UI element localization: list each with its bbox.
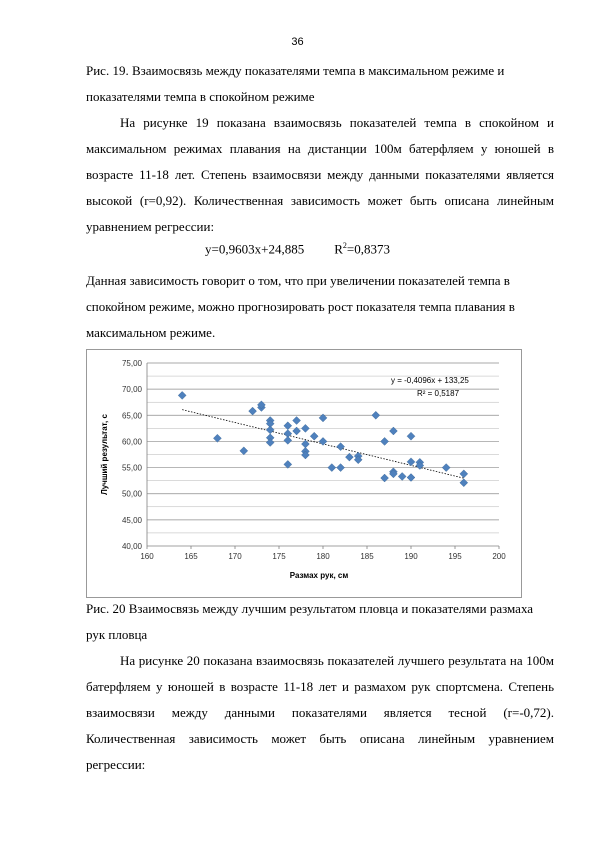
data-point — [266, 426, 274, 434]
data-point — [284, 436, 292, 444]
data-point — [442, 464, 450, 472]
data-point — [407, 458, 415, 466]
data-point — [337, 443, 345, 451]
y-tick-label: 40,00 — [121, 542, 142, 551]
data-point — [407, 474, 415, 482]
data-point — [301, 424, 309, 432]
formula-r2-letter: R — [334, 241, 343, 257]
x-tick-label: 180 — [316, 552, 330, 561]
data-point — [460, 479, 468, 487]
paragraph-figure-19: На рисунке 19 показана взаимосвязь показателей темпа в спокойном и максимальном режимах плавания на дистанции 100м батерфляем у юношей в возрасте 11-18 лет. Степень взаимосвязи между данными показателями является высокой (r=0,92). Количественная зависимость может быть описана линейным уравнением регрессии: — [86, 115, 554, 234]
regression-formula — [0, 236, 595, 259]
scatter-chart-frame — [86, 349, 522, 598]
x-tick-label: 185 — [360, 552, 374, 561]
data-point — [310, 432, 318, 440]
data-point — [460, 470, 468, 478]
data-point — [407, 432, 415, 440]
data-point — [240, 447, 248, 455]
x-axis-title: Размах рук, см — [289, 571, 349, 580]
data-point — [337, 464, 345, 472]
formula-equation: y=0,9603x+24,885 — [205, 241, 305, 257]
paragraph-conclusion: Данная зависимость говорит о том, что при увеличении показателей темпа в спокойном режиме, можно прогнозировать рост показателя темпа плавания в максимальном режиме. — [86, 273, 515, 340]
data-point — [398, 472, 406, 480]
y-axis-title: Лучший результат, с — [100, 414, 109, 495]
y-tick-label: 55,00 — [121, 463, 142, 473]
paragraph-figure-20: На рисунке 20 показана взаимосвязь показателей лучшего результата на 100м батерфляем у юношей в возрасте 11-18 лет и размахом рук спортсмена. Степень взаимосвязи между данными показателями является тесной (r=-0,72). Количественная зависимость может быть описана линейным уравнением регрессии: — [86, 653, 554, 772]
data-point — [249, 407, 257, 415]
trend-r2-label: R² = 0,5187 — [417, 389, 460, 398]
data-point — [328, 464, 336, 472]
data-point — [266, 438, 274, 446]
y-tick-label: 45,00 — [121, 515, 142, 525]
formula-r2-superscript: 2 — [342, 241, 347, 250]
y-tick-label: 65,00 — [121, 411, 142, 421]
x-tick-label: 165 — [184, 552, 198, 561]
x-tick-label: 200 — [492, 552, 506, 561]
y-tick-label: 50,00 — [121, 489, 142, 499]
scatter-chart — [87, 350, 521, 597]
y-tick-label: 75,00 — [121, 359, 142, 368]
x-tick-label: 170 — [228, 552, 242, 561]
points-layer — [178, 391, 468, 486]
figure-20-caption: Рис. 20 Взаимосвязь между лучшим результатом пловца и показателями размаха рук пловца — [86, 601, 534, 642]
x-tick-label: 195 — [448, 552, 462, 561]
page-number: 36 — [291, 36, 304, 48]
figure-19-caption: Рис. 19. Взаимосвязь между показателями темпа в максимальном режиме и показателями темпа в спокойном режиме — [86, 63, 505, 104]
y-tick-label: 70,00 — [121, 385, 142, 395]
x-tick-label: 175 — [272, 552, 286, 561]
formula-r2-value: =0,8373 — [346, 241, 390, 257]
x-tick-label: 160 — [140, 552, 154, 561]
data-point — [381, 437, 389, 445]
data-point — [372, 411, 380, 419]
trend-equation-label: y = -0,4096x + 133,25 — [391, 376, 469, 385]
y-tick-label: 60,00 — [121, 437, 142, 447]
data-point — [293, 417, 301, 425]
x-tick-label: 190 — [404, 552, 418, 561]
data-point — [178, 391, 186, 399]
